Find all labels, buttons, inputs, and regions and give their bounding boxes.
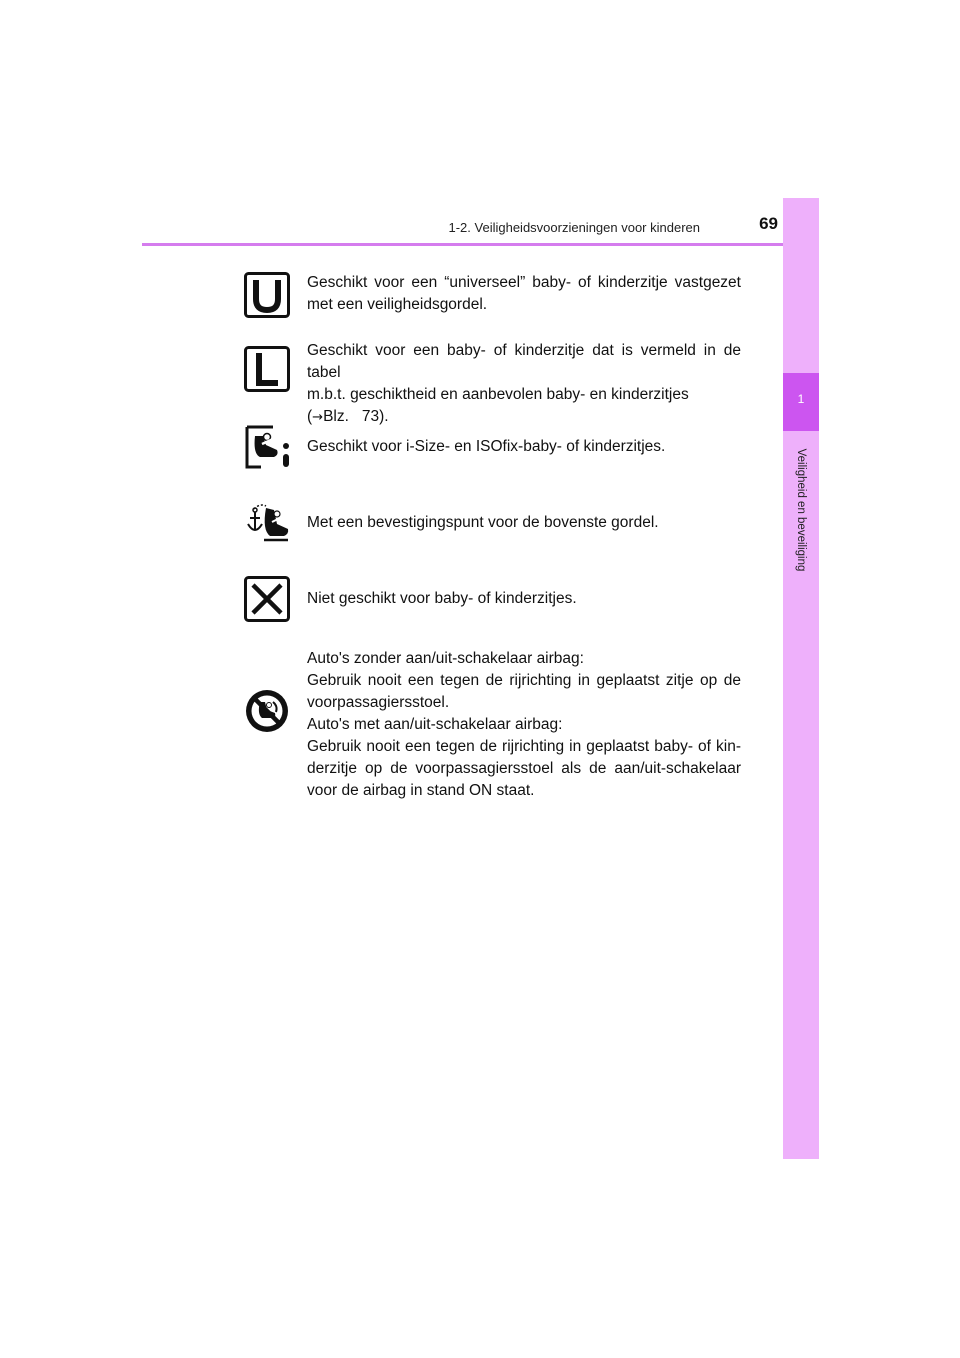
not-suitable-x-icon <box>244 576 290 622</box>
row-isofix-text: Geschikt voor i-Size- en ISOfix-baby- of kinderzitjes. <box>307 438 666 455</box>
chapter-number: 1 <box>797 392 805 406</box>
universal-u-icon <box>244 272 290 318</box>
page-reference[interactable]: (→Blz. 73). <box>307 408 389 425</box>
row-airbag-text <box>307 648 741 802</box>
header-divider <box>142 243 818 246</box>
top-tether-anchor-icon <box>244 500 290 546</box>
row-restricted-line1: Geschikt voor een baby- of kinderzitje dat is vermeld in de tabel <box>307 342 741 381</box>
page-reference-number: 73 <box>361 408 380 425</box>
row-not-suitable-text: Niet geschikt voor baby- of kinderzitjes. <box>307 590 577 607</box>
chapter-title: Veiligheid en beveiliging <box>795 448 807 572</box>
section-title: 1-2. Veiligheidsvoorzieningen voor kinderen <box>448 220 700 235</box>
isofix-child-seat-icon <box>244 424 290 470</box>
no-rear-facing-seat-icon <box>244 688 290 734</box>
row-tether-text: Met een bevestigingspunt voor de bovenste gordel. <box>307 514 659 531</box>
chapter-side-tab <box>783 198 819 1159</box>
row-universal-text: Geschikt voor een “universeel” baby- of kinderzitje vastgezet met een veiligheidsgordel. <box>307 274 741 313</box>
page-number: 69 <box>759 214 778 233</box>
restricted-l-icon <box>244 346 290 392</box>
row-restricted-text <box>307 340 741 429</box>
row-airbag-line2: Gebruik nooit een tegen de rijrichting in geplaatst zitje op de voorpassagiersstoel. <box>307 672 741 711</box>
row-restricted-line2: m.b.t. geschiktheid en aanbevolen baby- en kinderzitjes <box>307 386 689 403</box>
row-airbag-line4: Gebruik nooit een tegen de rijrichting in geplaatst baby- of kin-derzitje op de voorpassagiersstoel als de aan/uit-schakelaar voor de airbag in stand ON staat. <box>307 738 741 799</box>
arrow-right-icon: → <box>312 410 324 425</box>
row-airbag-line3: Auto's met aan/uit-schakelaar airbag: <box>307 716 563 733</box>
page-reference-label: Blz. <box>323 408 349 425</box>
row-airbag-line1: Auto's zonder aan/uit-schakelaar airbag: <box>307 650 584 667</box>
